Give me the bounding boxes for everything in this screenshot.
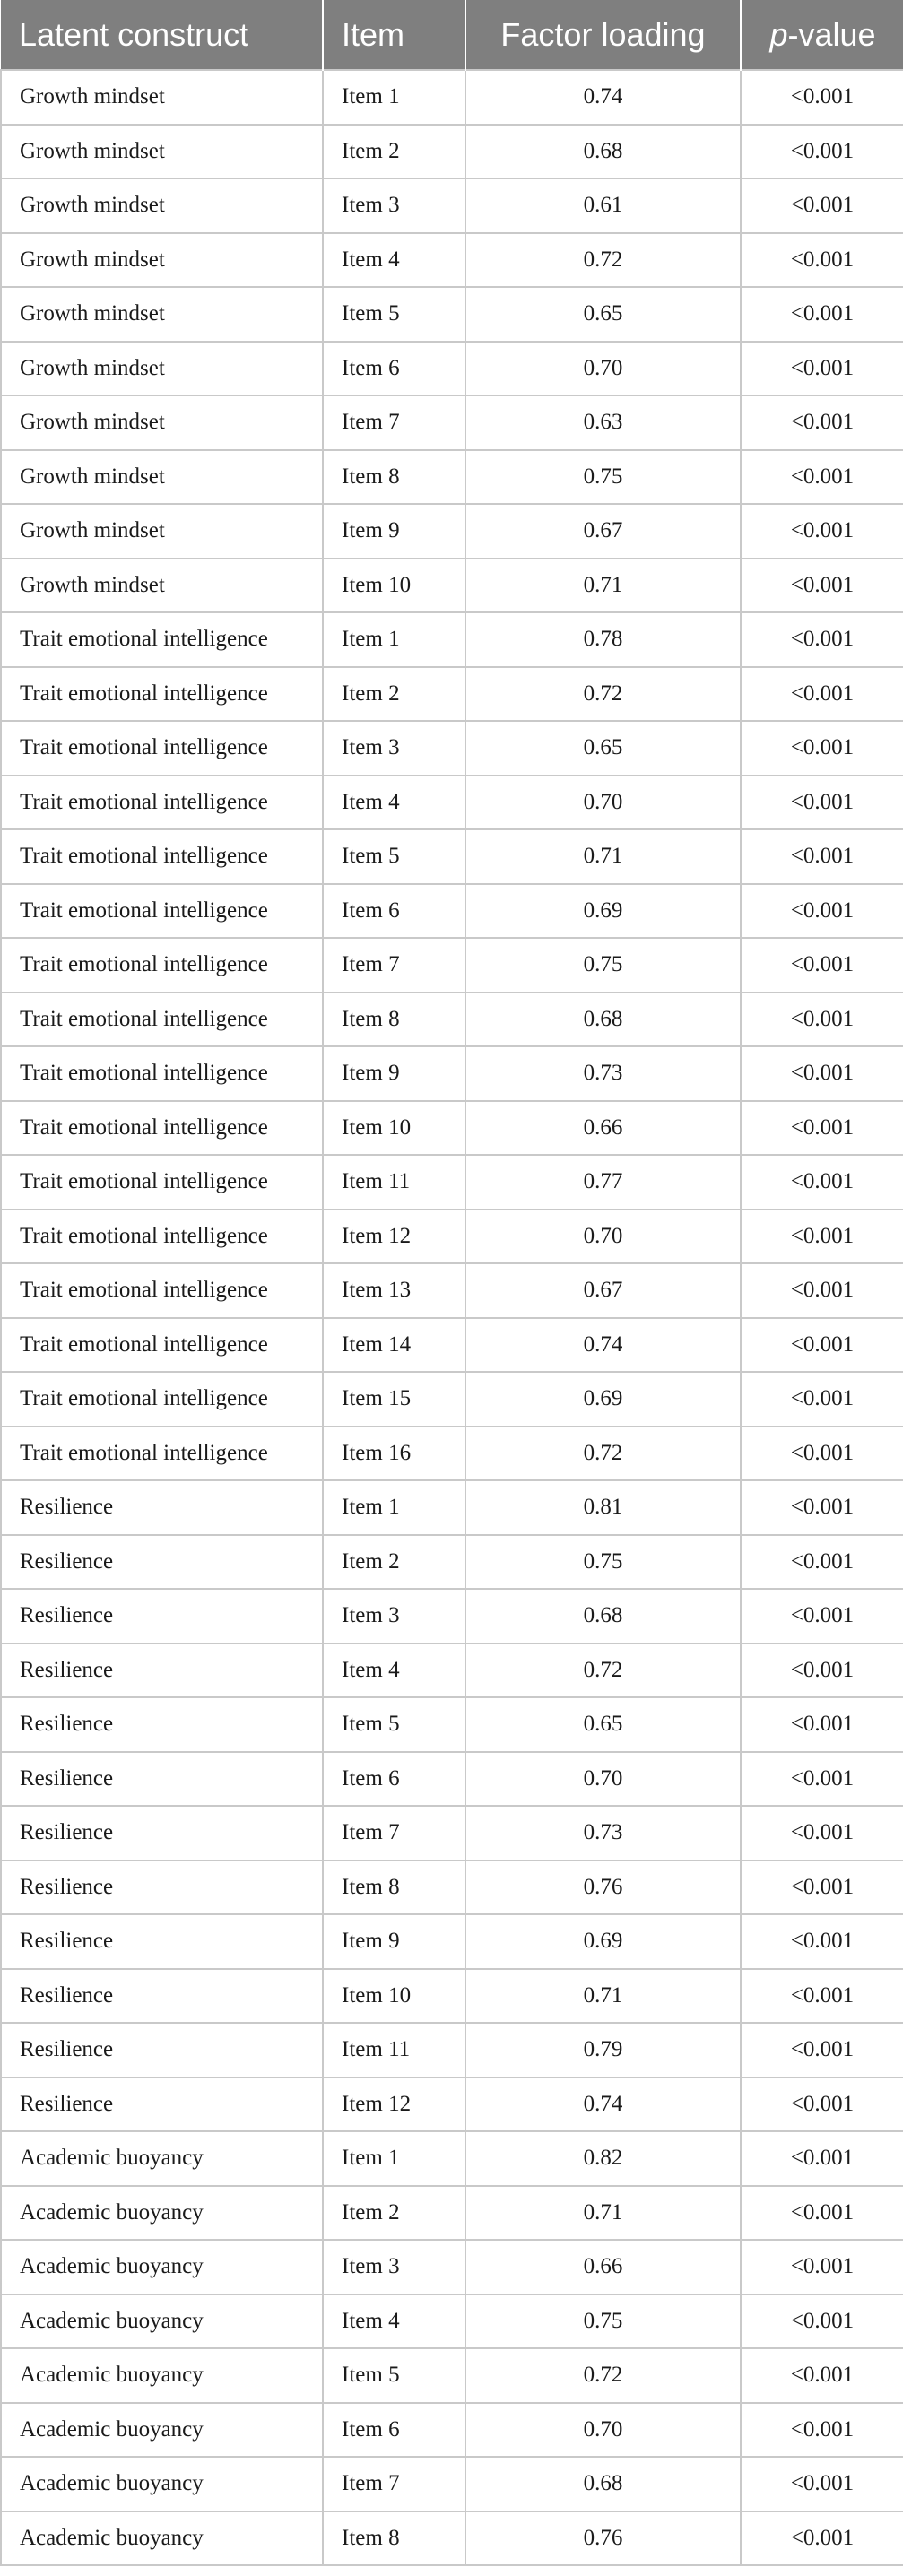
latent-construct-cell: Resilience xyxy=(1,1860,323,1915)
header-p-value xyxy=(741,0,903,70)
p-value-cell: <0.001 xyxy=(741,1427,903,1481)
latent-construct-cell: Trait emotional intelligence xyxy=(1,667,323,722)
item-cell: Item 6 xyxy=(323,1752,465,1807)
latent-construct-cell: Resilience xyxy=(1,1535,323,1590)
item-cell: Item 11 xyxy=(323,2023,465,2077)
item-cell: Item 5 xyxy=(323,829,465,884)
header-factor-loading: Factor loading xyxy=(465,0,741,70)
factor-loading-cell: 0.63 xyxy=(465,395,741,450)
p-value-cell: <0.001 xyxy=(741,721,903,776)
latent-construct-cell: Trait emotional intelligence xyxy=(1,829,323,884)
latent-construct-cell: Trait emotional intelligence xyxy=(1,1101,323,1156)
factor-loading-cell: 0.67 xyxy=(465,504,741,559)
table-row xyxy=(1,2186,903,2241)
item-cell: Item 10 xyxy=(323,1969,465,2024)
p-value-cell: <0.001 xyxy=(741,1101,903,1156)
latent-construct-cell: Trait emotional intelligence xyxy=(1,1263,323,1318)
header-latent-construct: Latent construct xyxy=(19,15,249,53)
table-row xyxy=(1,395,903,450)
p-value-cell: <0.001 xyxy=(741,1535,903,1590)
p-value-cell: <0.001 xyxy=(741,667,903,722)
latent-construct-cell: Trait emotional intelligence xyxy=(1,612,323,667)
latent-construct-cell: Trait emotional intelligence xyxy=(1,1046,323,1101)
factor-loading-cell: 0.72 xyxy=(465,1427,741,1481)
factor-loading-cell: 0.69 xyxy=(465,1914,741,1969)
table-row xyxy=(1,2131,903,2186)
table-row xyxy=(1,993,903,1047)
item-cell: Item 7 xyxy=(323,2457,465,2511)
latent-construct-cell: Academic buoyancy xyxy=(1,2131,323,2186)
p-value-cell: <0.001 xyxy=(741,2131,903,2186)
p-value-cell: <0.001 xyxy=(741,612,903,667)
latent-construct-cell: Resilience xyxy=(1,1697,323,1752)
item-cell: Item 5 xyxy=(323,1697,465,1752)
item-cell: Item 12 xyxy=(323,1210,465,1264)
item-cell: Item 14 xyxy=(323,1318,465,1373)
p-value-cell: <0.001 xyxy=(741,1914,903,1969)
latent-construct-cell: Academic buoyancy xyxy=(1,2511,323,2566)
table-row xyxy=(1,2348,903,2403)
factor-loading-cell: 0.65 xyxy=(465,1697,741,1752)
table-row xyxy=(1,1914,903,1969)
table-row xyxy=(1,70,903,125)
table-row xyxy=(1,1589,903,1644)
p-value-cell: <0.001 xyxy=(741,342,903,396)
factor-loading-cell: 0.82 xyxy=(465,2131,741,2186)
latent-construct-cell: Academic buoyancy xyxy=(1,2294,323,2349)
factor-loading-cell: 0.68 xyxy=(465,1589,741,1644)
factor-loading-cell: 0.66 xyxy=(465,1101,741,1156)
factor-loading-cell: 0.73 xyxy=(465,1046,741,1101)
p-value-cell: <0.001 xyxy=(741,1318,903,1373)
item-cell: Item 1 xyxy=(323,1480,465,1535)
latent-construct-cell: Resilience xyxy=(1,2023,323,2077)
latent-construct-cell: Resilience xyxy=(1,2077,323,2132)
factor-loading-cell: 0.70 xyxy=(465,1210,741,1264)
table-row xyxy=(1,2240,903,2294)
factor-loading-cell: 0.68 xyxy=(465,2457,741,2511)
factor-loading-cell: 0.72 xyxy=(465,2348,741,2403)
p-value-cell: <0.001 xyxy=(741,2457,903,2511)
item-cell: Item 1 xyxy=(323,70,465,125)
latent-construct-cell: Growth mindset xyxy=(1,450,323,505)
table-row xyxy=(1,233,903,288)
factor-loading-cell: 0.71 xyxy=(465,1969,741,2024)
table-row xyxy=(1,450,903,505)
p-value-cell: <0.001 xyxy=(741,1697,903,1752)
latent-construct-cell: Trait emotional intelligence xyxy=(1,1427,323,1481)
factor-loading-cell: 0.76 xyxy=(465,1860,741,1915)
latent-construct-cell: Growth mindset xyxy=(1,125,323,179)
table-row xyxy=(1,1155,903,1210)
p-value-cell: <0.001 xyxy=(741,829,903,884)
factor-loading-cell: 0.74 xyxy=(465,2077,741,2132)
latent-construct-cell: Growth mindset xyxy=(1,233,323,288)
factor-loading-cell: 0.70 xyxy=(465,1752,741,1807)
table-body xyxy=(1,70,903,2565)
p-value-cell: <0.001 xyxy=(741,2511,903,2566)
table-row xyxy=(1,1969,903,2024)
item-cell: Item 2 xyxy=(323,2186,465,2241)
latent-construct-cell: Trait emotional intelligence xyxy=(1,1318,323,1373)
factor-loading-cell: 0.71 xyxy=(465,2186,741,2241)
p-value-cell: <0.001 xyxy=(741,178,903,233)
p-value-cell: <0.001 xyxy=(741,1480,903,1535)
item-cell: Item 8 xyxy=(323,2511,465,2566)
factor-loading-cell: 0.70 xyxy=(465,2403,741,2458)
p-value-cell: <0.001 xyxy=(741,559,903,613)
table-row xyxy=(1,1535,903,1590)
factor-loading-cell: 0.81 xyxy=(465,1480,741,1535)
item-cell: Item 3 xyxy=(323,178,465,233)
item-cell: Item 9 xyxy=(323,1046,465,1101)
p-value-cell: <0.001 xyxy=(741,1589,903,1644)
p-value-cell: <0.001 xyxy=(741,1860,903,1915)
item-cell: Item 10 xyxy=(323,559,465,613)
table-row xyxy=(1,504,903,559)
p-value-cell: <0.001 xyxy=(741,1046,903,1101)
table-row xyxy=(1,342,903,396)
latent-construct-cell: Academic buoyancy xyxy=(1,2240,323,2294)
table-row xyxy=(1,1697,903,1752)
p-value-cell: <0.001 xyxy=(741,2403,903,2458)
factor-loading-cell: 0.71 xyxy=(465,829,741,884)
table-row xyxy=(1,1860,903,1915)
latent-construct-cell: Resilience xyxy=(1,1752,323,1807)
item-cell: Item 2 xyxy=(323,125,465,179)
item-cell: Item 2 xyxy=(323,1535,465,1590)
factor-loading-cell: 0.71 xyxy=(465,559,741,613)
p-value-cell: <0.001 xyxy=(741,70,903,125)
table-row xyxy=(1,125,903,179)
latent-construct-cell: Trait emotional intelligence xyxy=(1,884,323,939)
table-row xyxy=(1,884,903,939)
item-cell: Item 7 xyxy=(323,1806,465,1860)
factor-loading-cell: 0.69 xyxy=(465,1372,741,1427)
table-row xyxy=(1,1372,903,1427)
p-value-cell: <0.001 xyxy=(741,2186,903,2241)
item-cell: Item 9 xyxy=(323,1914,465,1969)
item-cell: Item 8 xyxy=(323,450,465,505)
item-cell: Item 7 xyxy=(323,938,465,993)
item-cell: Item 4 xyxy=(323,776,465,830)
factor-loading-cell: 0.74 xyxy=(465,70,741,125)
p-value-cell: <0.001 xyxy=(741,884,903,939)
latent-construct-cell: Growth mindset xyxy=(1,559,323,613)
factor-loading-cell: 0.78 xyxy=(465,612,741,667)
table-row xyxy=(1,2403,903,2458)
item-cell: Item 1 xyxy=(323,612,465,667)
latent-construct-cell: Resilience xyxy=(1,1806,323,1860)
header-p-italic: p xyxy=(769,15,788,53)
table-row xyxy=(1,2294,903,2349)
latent-construct-cell: Resilience xyxy=(1,1969,323,2024)
latent-construct-cell: Growth mindset xyxy=(1,287,323,342)
item-cell: Item 6 xyxy=(323,884,465,939)
item-cell: Item 4 xyxy=(323,1644,465,1698)
latent-construct-cell: Resilience xyxy=(1,1589,323,1644)
table-row xyxy=(1,1101,903,1156)
p-value-cell: <0.001 xyxy=(741,1155,903,1210)
p-value-cell: <0.001 xyxy=(741,1263,903,1318)
latent-construct-cell: Academic buoyancy xyxy=(1,2186,323,2241)
item-cell: Item 16 xyxy=(323,1427,465,1481)
table-row xyxy=(1,2077,903,2132)
table-row xyxy=(1,2023,903,2077)
header-p-rest: -value xyxy=(787,15,876,53)
p-value-cell: <0.001 xyxy=(741,125,903,179)
table-row xyxy=(1,1263,903,1318)
table-row xyxy=(1,559,903,613)
factor-loading-cell: 0.70 xyxy=(465,776,741,830)
latent-construct-cell: Resilience xyxy=(1,1644,323,1698)
p-value-cell: <0.001 xyxy=(741,1644,903,1698)
latent-construct-cell: Academic buoyancy xyxy=(1,2348,323,2403)
table-row xyxy=(1,2457,903,2511)
factor-loading-cell: 0.79 xyxy=(465,2023,741,2077)
table-row xyxy=(1,1318,903,1373)
table-row xyxy=(1,721,903,776)
factor-loading-cell: 0.65 xyxy=(465,287,741,342)
latent-construct-cell: Growth mindset xyxy=(1,342,323,396)
factor-loading-cell: 0.68 xyxy=(465,993,741,1047)
item-cell: Item 4 xyxy=(323,2294,465,2349)
item-cell: Item 9 xyxy=(323,504,465,559)
table-row xyxy=(1,287,903,342)
factor-loading-cell: 0.75 xyxy=(465,1535,741,1590)
factor-loading-cell: 0.65 xyxy=(465,721,741,776)
p-value-cell: <0.001 xyxy=(741,1969,903,2024)
table-row xyxy=(1,776,903,830)
item-cell: Item 3 xyxy=(323,1589,465,1644)
item-cell: Item 1 xyxy=(323,2131,465,2186)
p-value-cell: <0.001 xyxy=(741,938,903,993)
p-value-cell: <0.001 xyxy=(741,287,903,342)
table-row xyxy=(1,1752,903,1807)
table-row xyxy=(1,1046,903,1101)
latent-construct-cell: Growth mindset xyxy=(1,504,323,559)
header-row xyxy=(1,0,903,70)
item-cell: Item 12 xyxy=(323,2077,465,2132)
latent-construct-cell: Growth mindset xyxy=(1,178,323,233)
factor-loading-cell: 0.77 xyxy=(465,1155,741,1210)
factor-loading-cell: 0.75 xyxy=(465,2294,741,2349)
p-value-cell: <0.001 xyxy=(741,776,903,830)
item-cell: Item 8 xyxy=(323,993,465,1047)
item-cell: Item 6 xyxy=(323,2403,465,2458)
item-cell: Item 7 xyxy=(323,395,465,450)
item-cell: Item 6 xyxy=(323,342,465,396)
latent-construct-cell: Growth mindset xyxy=(1,395,323,450)
factor-loading-cell: 0.75 xyxy=(465,450,741,505)
item-cell: Item 5 xyxy=(323,287,465,342)
item-cell: Item 5 xyxy=(323,2348,465,2403)
table-row xyxy=(1,829,903,884)
latent-construct-cell: Trait emotional intelligence xyxy=(1,1210,323,1264)
p-value-cell: <0.001 xyxy=(741,2023,903,2077)
factor-loading-cell: 0.73 xyxy=(465,1806,741,1860)
item-cell: Item 15 xyxy=(323,1372,465,1427)
p-value-cell: <0.001 xyxy=(741,1752,903,1807)
item-cell: Item 11 xyxy=(323,1155,465,1210)
factor-loading-cell: 0.69 xyxy=(465,884,741,939)
latent-construct-cell: Resilience xyxy=(1,1480,323,1535)
p-value-cell: <0.001 xyxy=(741,2348,903,2403)
factor-loading-cell: 0.74 xyxy=(465,1318,741,1373)
table-row xyxy=(1,938,903,993)
p-value-cell: <0.001 xyxy=(741,2294,903,2349)
factor-loading-cell: 0.70 xyxy=(465,342,741,396)
p-value-cell: <0.001 xyxy=(741,1210,903,1264)
factor-loading-cell: 0.72 xyxy=(465,233,741,288)
factor-loading-cell: 0.75 xyxy=(465,938,741,993)
p-value-cell: <0.001 xyxy=(741,504,903,559)
p-value-cell: <0.001 xyxy=(741,233,903,288)
p-value-cell: <0.001 xyxy=(741,993,903,1047)
table-row xyxy=(1,612,903,667)
table-row xyxy=(1,1644,903,1698)
item-cell: Item 3 xyxy=(323,721,465,776)
table-row xyxy=(1,1210,903,1264)
latent-construct-cell: Trait emotional intelligence xyxy=(1,776,323,830)
p-value-cell: <0.001 xyxy=(741,1806,903,1860)
factor-loading-cell: 0.76 xyxy=(465,2511,741,2566)
latent-construct-cell: Trait emotional intelligence xyxy=(1,938,323,993)
table-row xyxy=(1,667,903,722)
latent-construct-cell: Growth mindset xyxy=(1,70,323,125)
p-value-cell: <0.001 xyxy=(741,1372,903,1427)
item-cell: Item 8 xyxy=(323,1860,465,1915)
item-cell: Item 4 xyxy=(323,233,465,288)
table-header xyxy=(1,0,903,70)
factor-loading-cell: 0.72 xyxy=(465,667,741,722)
p-value-cell: <0.001 xyxy=(741,2240,903,2294)
item-cell: Item 2 xyxy=(323,667,465,722)
p-value-cell: <0.001 xyxy=(741,2077,903,2132)
item-cell: Item 3 xyxy=(323,2240,465,2294)
factor-loading-cell: 0.72 xyxy=(465,1644,741,1698)
latent-construct-cell: Resilience xyxy=(1,1914,323,1969)
table-row xyxy=(1,178,903,233)
header-item: Item xyxy=(323,0,465,70)
latent-construct-cell: Trait emotional intelligence xyxy=(1,1155,323,1210)
p-value-cell: <0.001 xyxy=(741,450,903,505)
item-cell: Item 13 xyxy=(323,1263,465,1318)
latent-construct-cell: Trait emotional intelligence xyxy=(1,721,323,776)
latent-construct-cell: Academic buoyancy xyxy=(1,2403,323,2458)
factor-loading-cell: 0.67 xyxy=(465,1263,741,1318)
table-row xyxy=(1,1427,903,1481)
item-cell: Item 10 xyxy=(323,1101,465,1156)
p-value-cell: <0.001 xyxy=(741,395,903,450)
latent-construct-cell: Trait emotional intelligence xyxy=(1,1372,323,1427)
factor-loading-cell: 0.61 xyxy=(465,178,741,233)
factor-loading-cell: 0.66 xyxy=(465,2240,741,2294)
table-row xyxy=(1,2511,903,2566)
factor-loading-cell: 0.68 xyxy=(465,125,741,179)
latent-construct-cell: Academic buoyancy xyxy=(1,2457,323,2511)
table-row xyxy=(1,1806,903,1860)
latent-construct-cell: Trait emotional intelligence xyxy=(1,993,323,1047)
table-row xyxy=(1,1480,903,1535)
